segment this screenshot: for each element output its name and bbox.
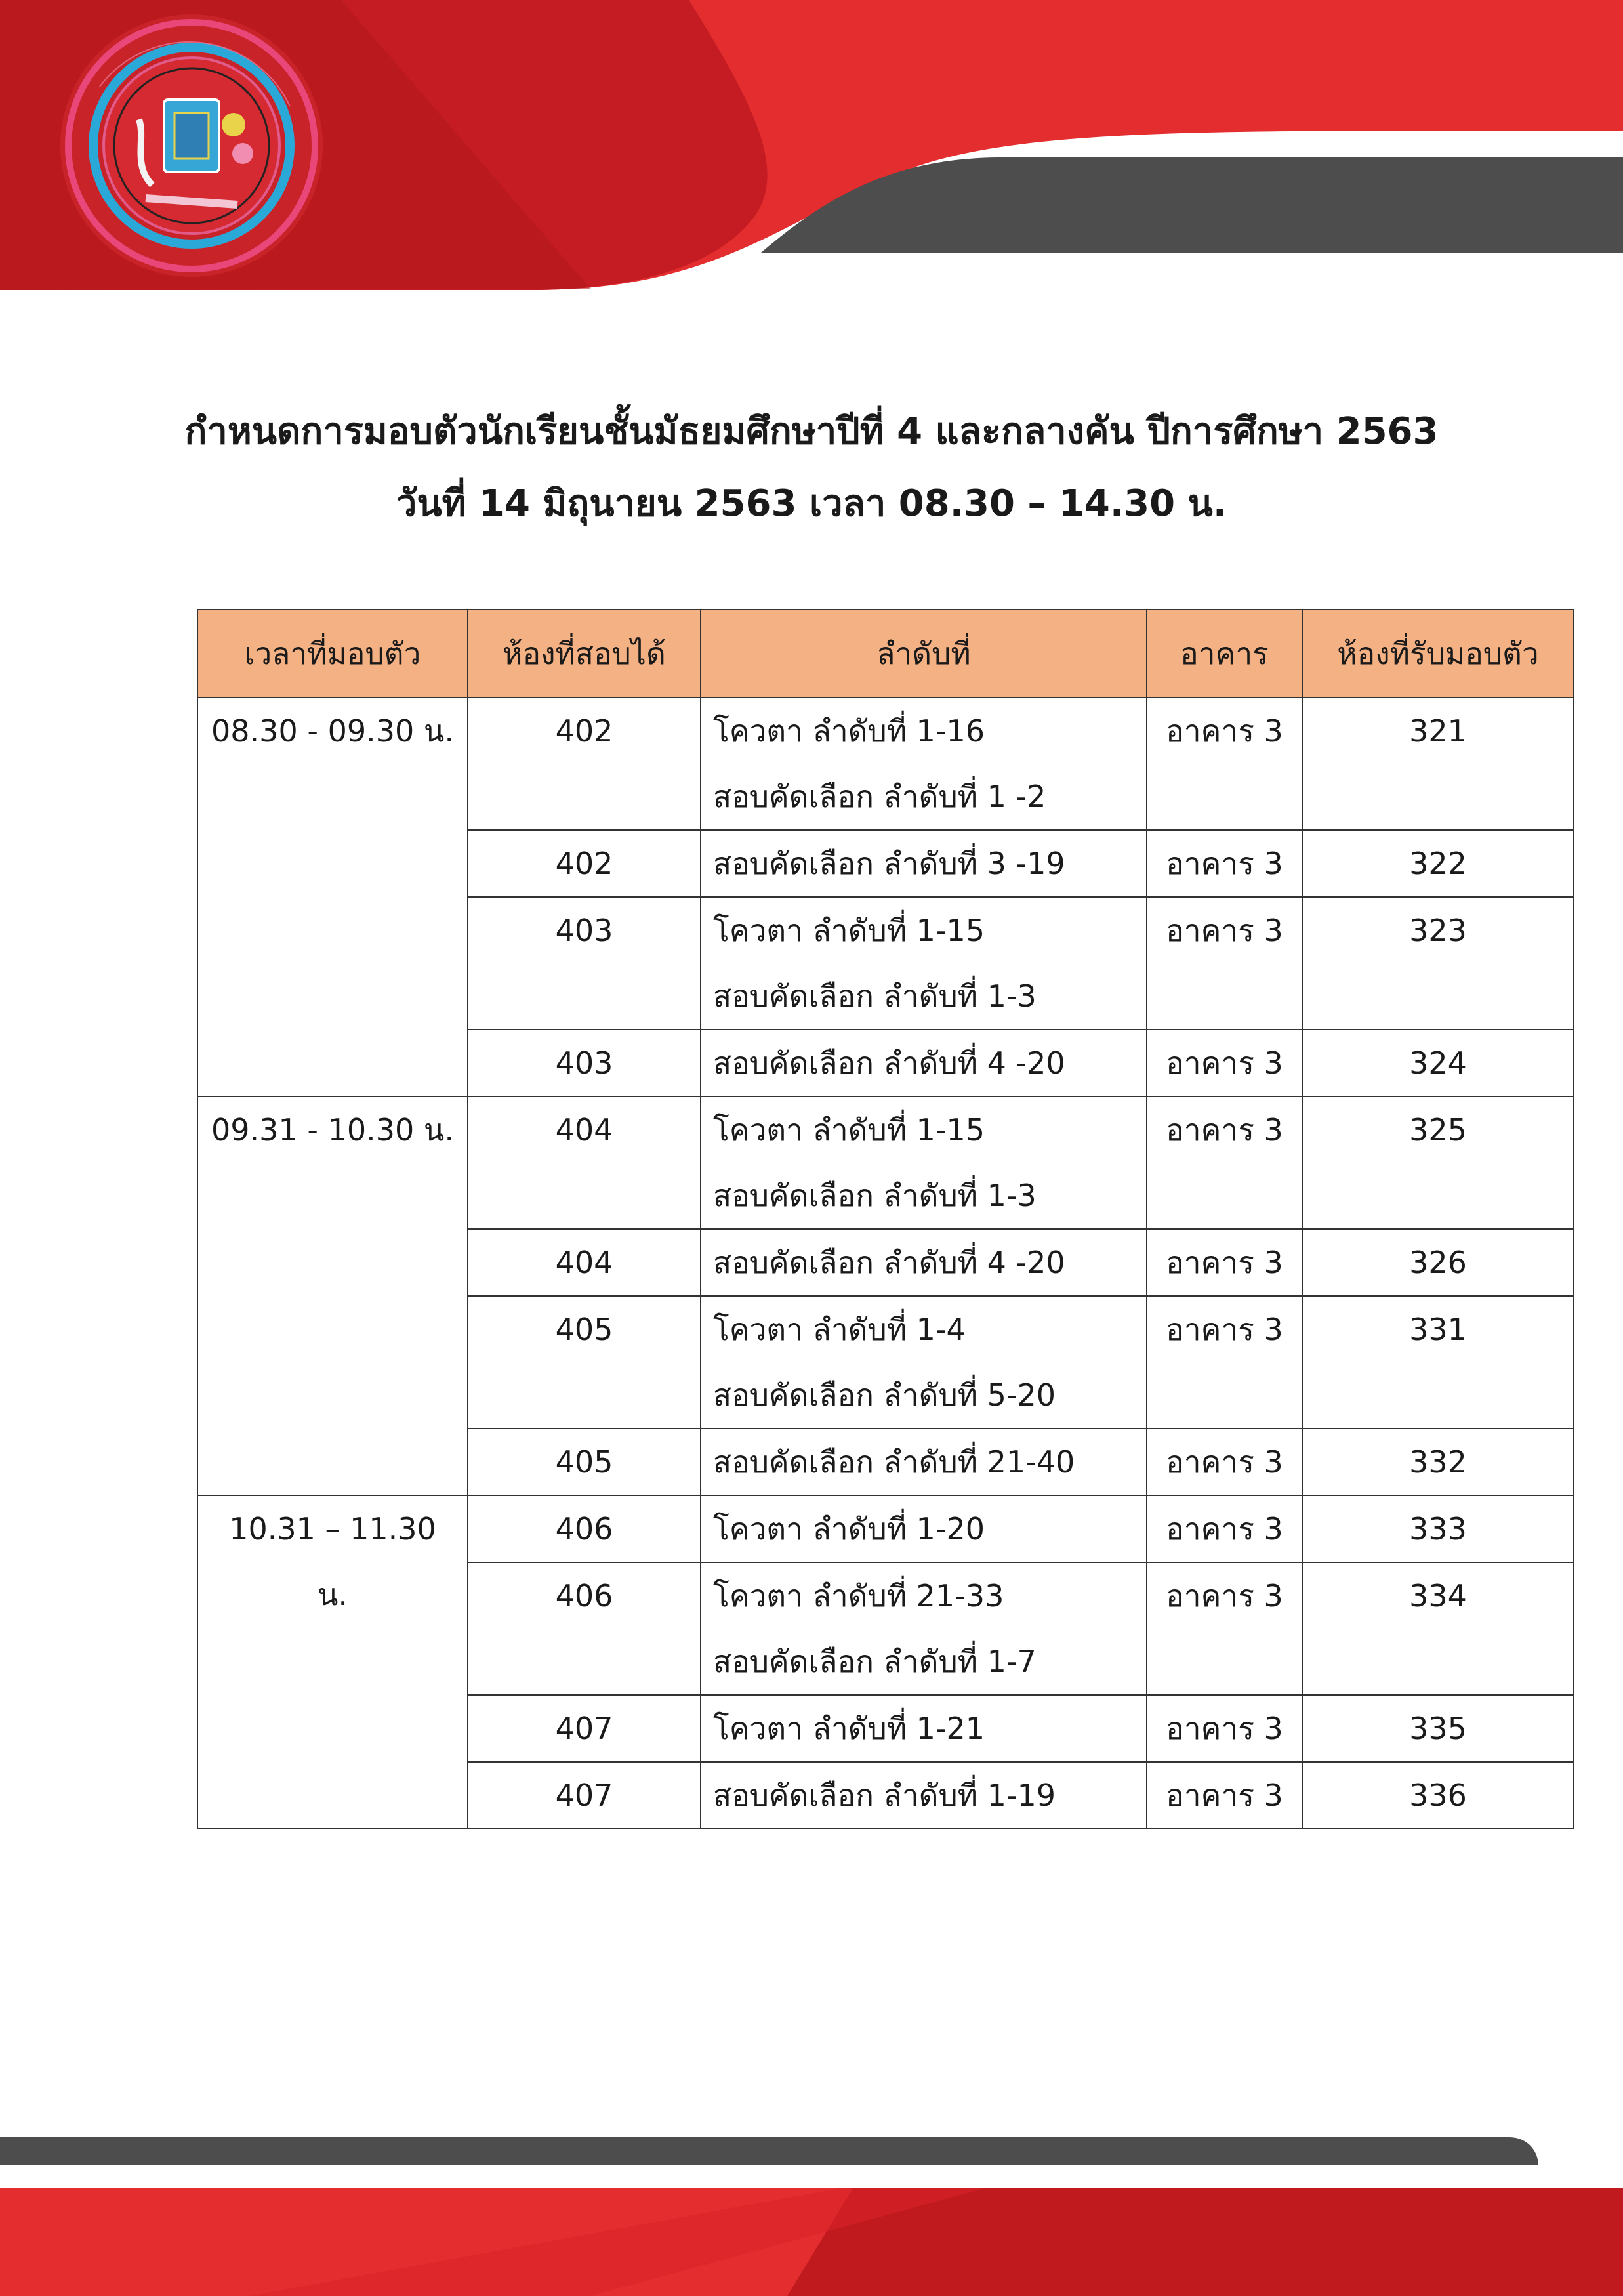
- building-cell: อาคาร 3: [1147, 1429, 1302, 1495]
- time-slot-cell: 09.31 - 10.30 น.: [197, 1096, 468, 1495]
- table-row: [197, 1495, 1574, 1562]
- table-header-row: [197, 610, 1574, 698]
- exam-room-cell: 407: [468, 1695, 701, 1762]
- receive-room-cell: 325: [1302, 1096, 1574, 1229]
- column-header-building: อาคาร: [1147, 610, 1302, 698]
- receive-room-cell: 321: [1302, 698, 1574, 830]
- receive-room-cell: 332: [1302, 1429, 1574, 1495]
- exam-room-cell: 407: [468, 1762, 701, 1829]
- sequence-cell: [701, 1296, 1147, 1429]
- exam-room-cell: 402: [468, 698, 701, 830]
- column-header-sequence: ลำดับที่: [701, 610, 1147, 698]
- receive-room-cell: 336: [1302, 1762, 1574, 1829]
- sequence-line: สอบคัดเลือก ลำดับที่ 1-7: [713, 1644, 1037, 1679]
- time-slot-cell: 08.30 - 09.30 น.: [197, 698, 468, 1096]
- sequence-line: โควตา ลำดับที่ 1-21: [713, 1711, 985, 1746]
- sequence-cell: [701, 1762, 1147, 1829]
- exam-room-cell: 405: [468, 1296, 701, 1429]
- sequence-cell: [701, 1495, 1147, 1562]
- exam-room-cell: 403: [468, 1030, 701, 1096]
- building-cell: อาคาร 3: [1147, 698, 1302, 830]
- receive-room-cell: 324: [1302, 1030, 1574, 1096]
- exam-room-cell: 405: [468, 1429, 701, 1495]
- exam-room-cell: 406: [468, 1495, 701, 1562]
- exam-room-cell: 404: [468, 1096, 701, 1229]
- sequence-line: โควตา ลำดับที่ 1-20: [713, 1511, 985, 1547]
- sequence-line: สอบคัดเลือก ลำดับที่ 1-3: [713, 978, 1037, 1014]
- sequence-line: โควตา ลำดับที่ 1-4: [713, 1312, 966, 1347]
- building-cell: อาคาร 3: [1147, 1296, 1302, 1429]
- footer-banner: [0, 2126, 1623, 2296]
- building-cell: อาคาร 3: [1147, 830, 1302, 897]
- sequence-line: สอบคัดเลือก ลำดับที่ 21-40: [713, 1444, 1075, 1480]
- time-slot-cell: 10.31 – 11.30 น.: [197, 1495, 468, 1829]
- sequence-line: โควตา ลำดับที่ 1-15: [713, 1112, 985, 1148]
- receive-room-cell: 331: [1302, 1296, 1574, 1429]
- receive-room-cell: 335: [1302, 1695, 1574, 1762]
- building-cell: อาคาร 3: [1147, 1562, 1302, 1695]
- column-header-exam-room: ห้องที่สอบได้: [468, 610, 701, 698]
- sequence-cell: [701, 1096, 1147, 1229]
- building-cell: อาคาร 3: [1147, 897, 1302, 1030]
- sequence-line: สอบคัดเลือก ลำดับที่ 1-19: [713, 1778, 1056, 1813]
- sequence-line: สอบคัดเลือก ลำดับที่ 4 -20: [713, 1045, 1065, 1081]
- receive-room-cell: 334: [1302, 1562, 1574, 1695]
- sequence-line: โควตา ลำดับที่ 1-15: [713, 913, 985, 948]
- sequence-cell: [701, 1695, 1147, 1762]
- sequence-cell: [701, 897, 1147, 1030]
- table-row: [197, 698, 1574, 830]
- sequence-cell: [701, 830, 1147, 897]
- table-row: [197, 1096, 1574, 1229]
- sequence-line: โควตา ลำดับที่ 1-16: [713, 713, 985, 749]
- sequence-line: สอบคัดเลือก ลำดับที่ 1-3: [713, 1178, 1037, 1213]
- building-cell: อาคาร 3: [1147, 1495, 1302, 1562]
- receive-room-cell: 326: [1302, 1229, 1574, 1296]
- exam-room-cell: 404: [468, 1229, 701, 1296]
- building-cell: อาคาร 3: [1147, 1229, 1302, 1296]
- sequence-cell: [701, 1429, 1147, 1495]
- receive-room-cell: 323: [1302, 897, 1574, 1030]
- sequence-line: สอบคัดเลือก ลำดับที่ 4 -20: [713, 1245, 1065, 1280]
- document-subtitle-date: วันที่ 14 มิถุนายน 2563 เวลา 08.30 – 14.30 น.: [396, 482, 1227, 525]
- sequence-line: สอบคัดเลือก ลำดับที่ 5-20: [713, 1377, 1056, 1413]
- sequence-line: โควตา ลำดับที่ 21-33: [713, 1578, 1004, 1614]
- sequence-cell: [701, 1030, 1147, 1096]
- document-title: กำหนดการมอบตัวนักเรียนชั้นมัธยมศึกษาปีที่ 4 และกลางคัน ปีการศึกษา 2563: [184, 410, 1439, 453]
- sequence-cell: [701, 1562, 1147, 1695]
- column-header-time: เวลาที่มอบตัว: [197, 610, 468, 698]
- sequence-cell: [701, 1229, 1147, 1296]
- receive-room-cell: 322: [1302, 830, 1574, 897]
- sequence-cell: [701, 698, 1147, 830]
- building-cell: อาคาร 3: [1147, 1762, 1302, 1829]
- building-cell: อาคาร 3: [1147, 1096, 1302, 1229]
- building-cell: อาคาร 3: [1147, 1695, 1302, 1762]
- exam-room-cell: 402: [468, 830, 701, 897]
- sequence-line: สอบคัดเลือก ลำดับที่ 3 -19: [713, 846, 1065, 881]
- column-header-receive-room: ห้องที่รับมอบตัว: [1302, 610, 1574, 698]
- building-cell: อาคาร 3: [1147, 1030, 1302, 1096]
- exam-room-cell: 406: [468, 1562, 701, 1695]
- exam-room-cell: 403: [468, 897, 701, 1030]
- enrollment-schedule-table: [197, 609, 1574, 1829]
- school-seal-logo: [54, 8, 329, 283]
- sequence-line: สอบคัดเลือก ลำดับที่ 1 -2: [713, 779, 1046, 814]
- receive-room-cell: 333: [1302, 1495, 1574, 1562]
